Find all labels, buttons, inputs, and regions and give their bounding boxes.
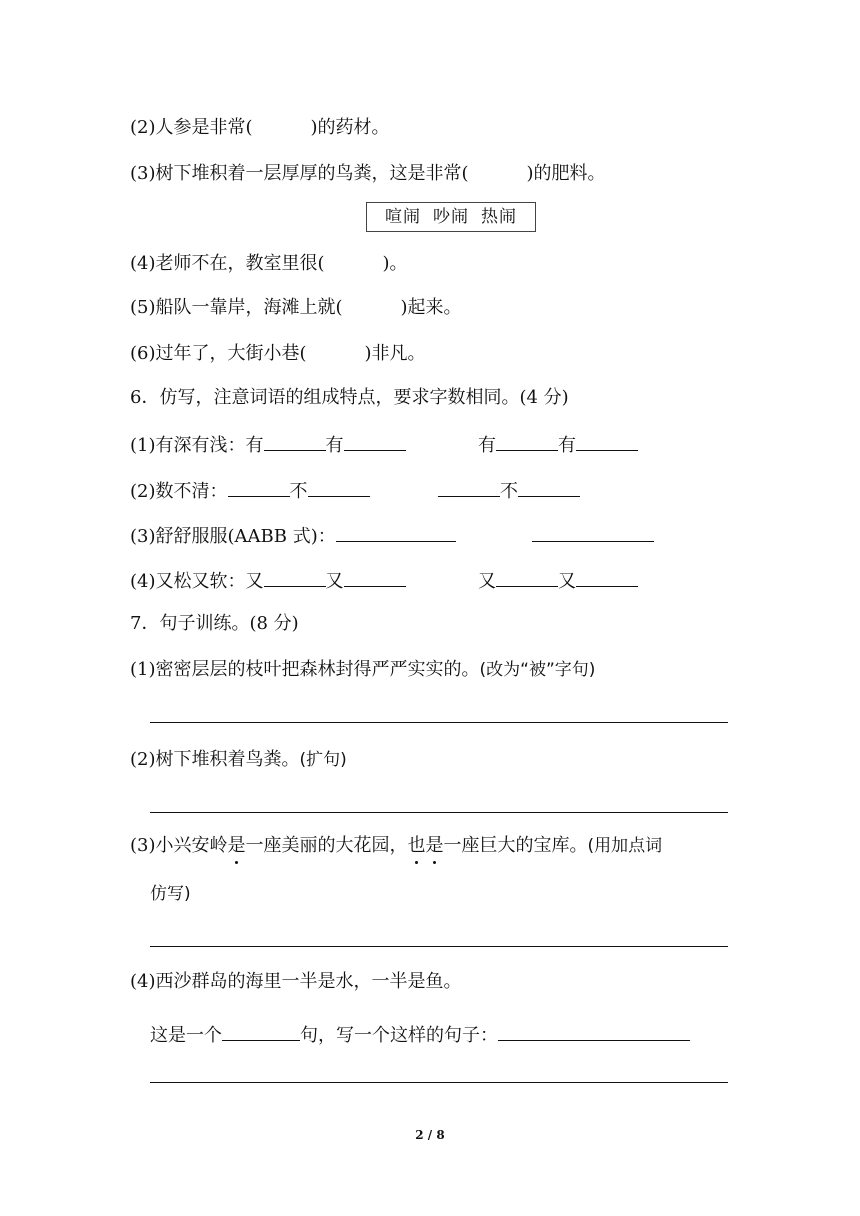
answer-line[interactable] (150, 1082, 728, 1083)
q5-item-4 (130, 252, 408, 276)
q5-item-5 (130, 296, 462, 320)
q7-item-3-hint-cont (150, 882, 191, 906)
q6-item-1 (130, 432, 406, 458)
answer-line[interactable] (150, 946, 728, 947)
fill-blank[interactable] (518, 478, 580, 497)
q7-title: 7．句子训练。(8 分) (130, 613, 299, 634)
dotted-word: 也 (407, 835, 426, 856)
q6-item-4 (130, 568, 406, 594)
q5-item-4-text: (4)老师不在，教室里很( (130, 253, 325, 274)
answer-line[interactable] (150, 812, 728, 813)
template-char: 又 (245, 571, 264, 592)
template-char: 又 (325, 571, 344, 592)
q7-item-2 (130, 748, 347, 772)
q7-item-4 (130, 970, 462, 994)
q5-item-6 (130, 342, 426, 366)
answer-line[interactable] (150, 722, 728, 723)
fill-blank[interactable] (228, 478, 290, 497)
word-bank-box (366, 202, 536, 232)
q5-item-6-end: )非凡。 (364, 343, 426, 364)
fill-blank[interactable] (344, 432, 406, 451)
fill-blank[interactable] (308, 478, 370, 497)
word-option: 热闹 (481, 207, 517, 227)
template-char: 又 (478, 571, 496, 592)
q5-item-2-text: (2)人参是非常( (130, 117, 253, 138)
dotted-word: 是 (425, 835, 444, 856)
q7-item-4-prompt (150, 1022, 690, 1048)
fill-blank[interactable] (498, 1022, 690, 1041)
template-char: 不 (500, 481, 518, 502)
fill-blank[interactable] (532, 523, 654, 542)
fill-blank[interactable] (496, 432, 558, 451)
fill-blank[interactable] (576, 568, 638, 587)
q6-item-4-label: (4)又松又软： (130, 571, 246, 592)
q7-item-4-prompt-text: 这是一个 (150, 1025, 222, 1046)
q6-item-3-second (532, 523, 654, 549)
q6-item-2-second (438, 478, 580, 504)
template-char: 有 (245, 435, 264, 456)
q6-item-3-label: (3)舒舒服服(AABB 式)： (130, 526, 336, 547)
q7-item-3-hint: (用加点词 (587, 836, 663, 856)
q5-item-6-text: (6)过年了，大街小巷( (130, 343, 307, 364)
word-option: 喧闹 (385, 207, 421, 227)
q7-item-2-text: (2)树下堆积着鸟粪。 (130, 749, 300, 770)
template-char: 有 (478, 435, 496, 456)
q7-item-3-text: 一座巨大的宝库。 (443, 835, 588, 856)
fill-blank[interactable] (344, 568, 406, 587)
q5-item-3 (130, 162, 606, 186)
template-char: 不 (289, 481, 308, 502)
q6-title: 6．仿写，注意词语的组成特点，要求字数相同。(4 分) (130, 387, 569, 408)
q5-item-3-text: (3)树下堆积着一层厚厚的鸟粪，这是非常( (130, 163, 469, 184)
q6-item-3 (130, 523, 456, 549)
page-number: 2 / 8 (415, 1128, 445, 1142)
fill-blank[interactable] (264, 432, 326, 451)
q7-item-3-text: 一座美丽的大花园， (245, 835, 408, 856)
fill-blank[interactable] (336, 523, 456, 542)
q7-item-1-text: (1)密密层层的枝叶把森林封得严严实实的。 (130, 659, 480, 680)
fill-blank[interactable] (438, 478, 500, 497)
q6-item-2-label: (2)数不清： (130, 481, 228, 502)
q5-item-5-text: (5)船队一靠岸，海滩上就( (130, 297, 343, 318)
template-char: 有 (558, 435, 576, 456)
q7-item-3-text: (3)小兴安岭 (130, 835, 228, 856)
fill-blank[interactable] (496, 568, 558, 587)
q7-item-3-hint-2: 仿写) (150, 884, 191, 904)
template-char: 有 (325, 435, 344, 456)
fill-blank[interactable] (576, 432, 638, 451)
q7-item-4-text: (4)西沙群岛的海里一半是水，一半是鱼。 (130, 971, 462, 992)
q6-item-1-label: (1)有深有浅： (130, 435, 246, 456)
q7-item-2-hint: (扩句) (299, 750, 347, 770)
fill-blank[interactable] (222, 1022, 300, 1041)
word-option: 吵闹 (433, 207, 469, 227)
q5-item-2-end: )的药材。 (310, 117, 390, 138)
q7-item-4-prompt-text: 句，写一个这样的句子： (300, 1025, 498, 1046)
template-char: 又 (558, 571, 576, 592)
fill-blank[interactable] (264, 568, 326, 587)
q6-item-4-second (478, 568, 638, 594)
q5-item-5-end: )起来。 (400, 297, 462, 318)
q6-item-1-second (478, 432, 638, 458)
q5-item-4-end: )。 (382, 253, 408, 274)
q5-item-2 (130, 116, 390, 140)
q5-item-3-end: )的肥料。 (526, 163, 606, 184)
q7-item-1-hint: (改为“被”字句) (479, 660, 596, 680)
dotted-word: 是 (227, 835, 246, 856)
q6-item-2 (130, 478, 370, 504)
q7-item-1 (130, 658, 595, 682)
q7-item-3 (130, 834, 662, 858)
